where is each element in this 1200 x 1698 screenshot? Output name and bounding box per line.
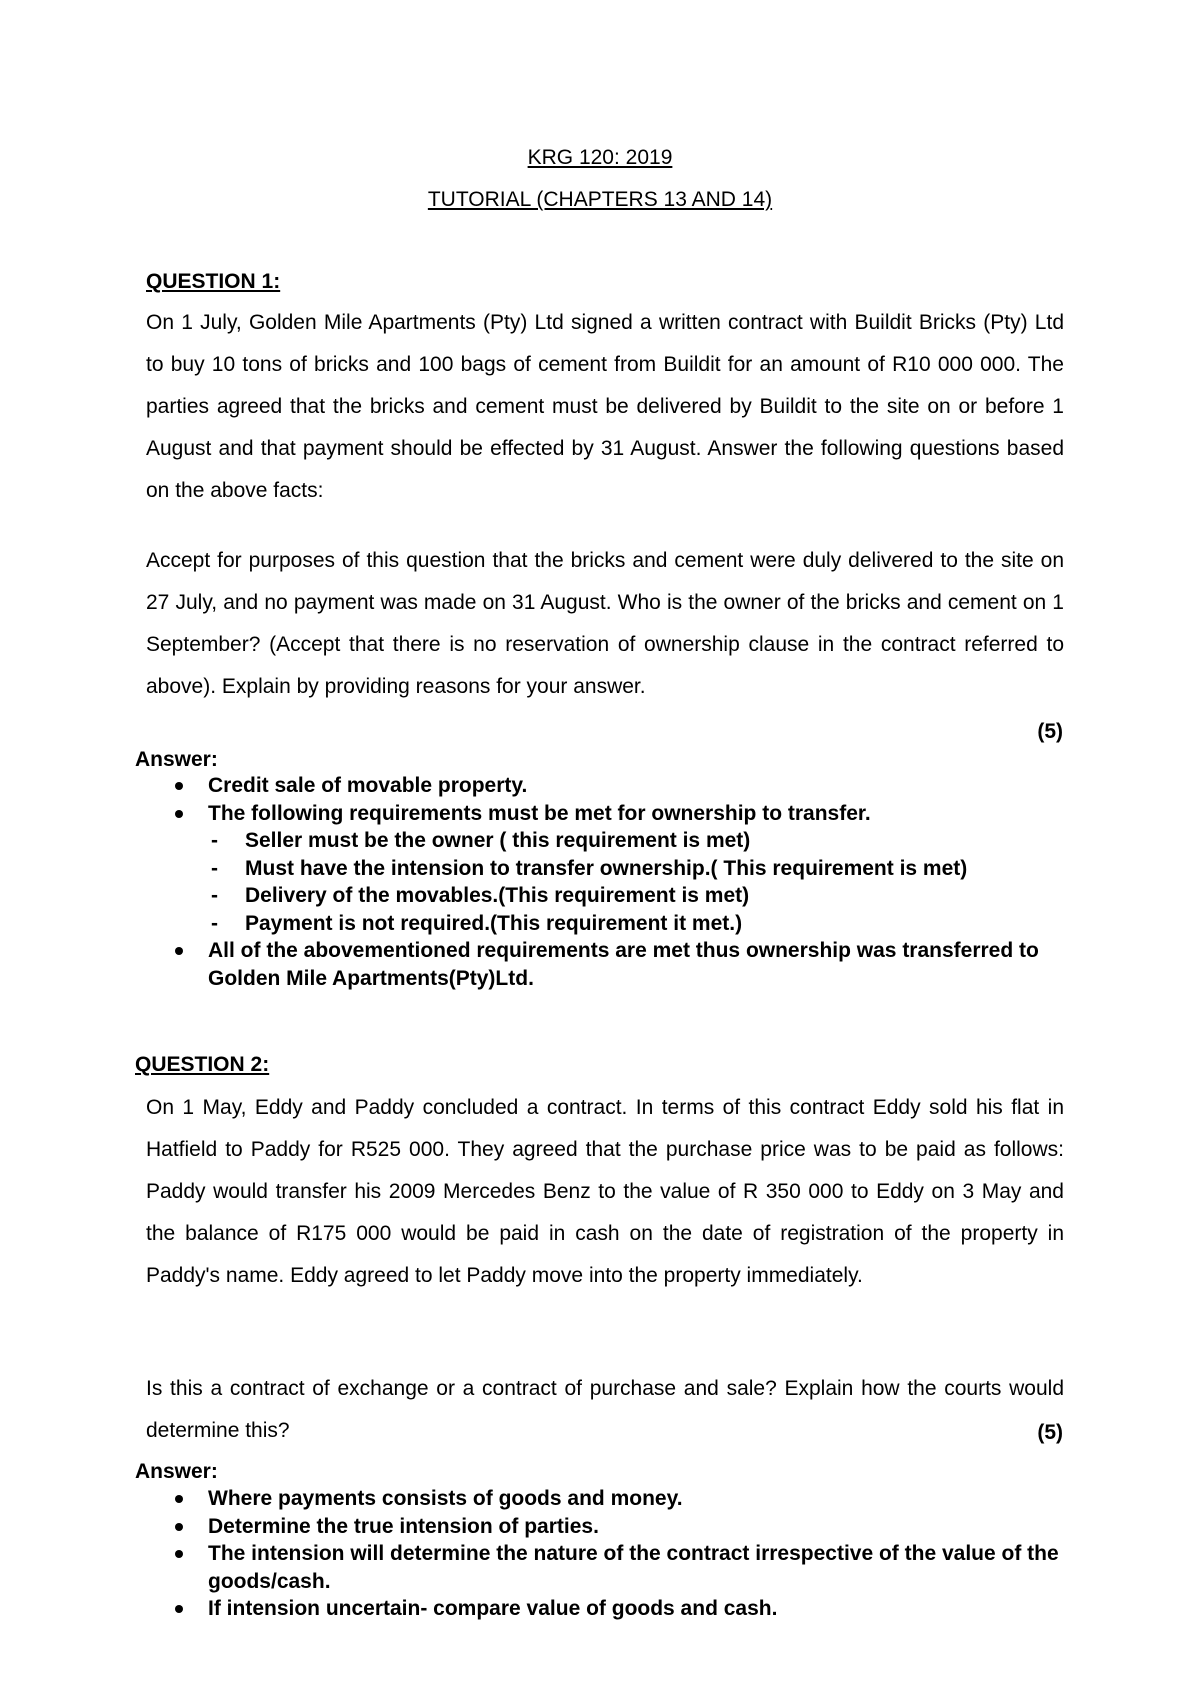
answer-1-item: The following requirements must be met for ownership to transfer.	[135, 800, 1065, 828]
answer-1-subitem: - Seller must be the owner ( this requirement is met)	[135, 827, 1065, 855]
answer-2-item: If intension uncertain- compare value of goods and cash.	[135, 1595, 1065, 1623]
question-2-prompt: Is this a contract of exchange or a contract of purchase and sale? Explain how the courts would determine this?	[146, 1377, 1064, 1442]
document-code: KRG 120: 2019	[527, 146, 673, 169]
answer-1-item: All of the abovementioned requirements are met thus ownership was transferred to Golden Mile Apartments(Pty)Ltd.	[135, 937, 1065, 992]
answer-2-item: Where payments consists of goods and money.	[135, 1485, 1065, 1513]
question-1-marks: (5)	[1037, 720, 1063, 743]
answer-2-list	[135, 1485, 1065, 1623]
answer-1-label: Answer:	[135, 748, 218, 771]
answer-2-item: Determine the true intension of parties.	[135, 1513, 1065, 1541]
answer-1-subitem: - Payment is not required.(This requirement it met.)	[135, 910, 1065, 938]
question-2-facts: On 1 May, Eddy and Paddy concluded a contract. In terms of this contract Eddy sold his flat in Hatfield to Paddy for R525 000. They agreed that the purchase price was to be paid as follows: Paddy would transfer his 2009 Mercedes Benz to the value of R 350 000 to Eddy on 3 May and the balance of R175 000 would be paid in cash on the date of registration of the property in Paddy's name. Eddy agreed to let Paddy move into the property immediately.	[146, 1096, 1064, 1287]
answer-1-list	[135, 772, 1065, 992]
question-2-marks: (5)	[1037, 1421, 1063, 1444]
question-1-facts: On 1 July, Golden Mile Apartments (Pty) Ltd signed a written contract with Buildit Bricks (Pty) Ltd to buy 10 tons of bricks and 100 bags of cement from Buildit for an amount of R10 000 000. The parties agreed that the bricks and cement must be delivered by Buildit to the site on or before 1 August and that payment should be effected by 31 August. Answer the following questions based on the above facts:	[146, 311, 1064, 502]
answer-1-item: Credit sale of movable property.	[135, 772, 1065, 800]
answer-2-item: The intension will determine the nature of the contract irrespective of the value of the goods/cash.	[135, 1540, 1065, 1595]
question-2-heading: QUESTION 2:	[135, 1053, 270, 1076]
answer-2-label: Answer:	[135, 1460, 218, 1483]
answer-1-subitem: - Must have the intension to transfer ownership.( This requirement is met)	[135, 855, 1065, 883]
answer-1-subitem: - Delivery of the movables.(This requirement is met)	[135, 882, 1065, 910]
document-subtitle: TUTORIAL (CHAPTERS 13 AND 14)	[427, 188, 773, 211]
question-1-heading: QUESTION 1:	[146, 270, 281, 293]
question-1-prompt: Accept for purposes of this question that the bricks and cement were duly delivered to the site on 27 July, and no payment was made on 31 August. Who is the owner of the bricks and cement on 1 September? (Accept that there is no reservation of ownership clause in the contract referred to above). Explain by providing reasons for your answer.	[146, 549, 1064, 698]
